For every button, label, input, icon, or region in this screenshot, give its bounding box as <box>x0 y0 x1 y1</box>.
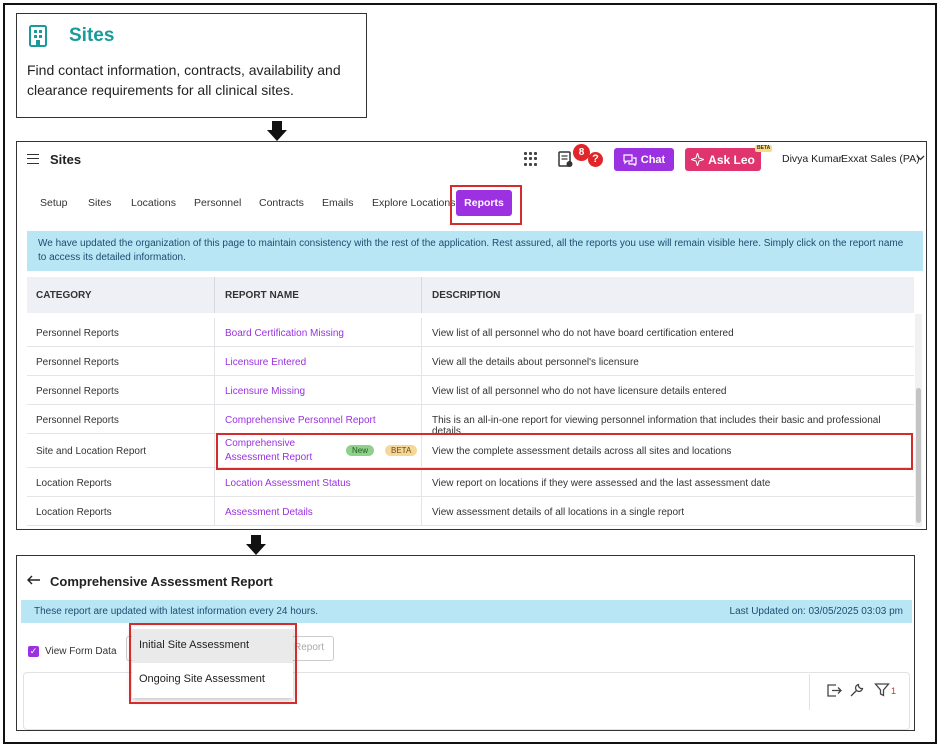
sites-screen <box>16 141 927 530</box>
building-icon <box>27 24 49 48</box>
chat-icon <box>623 154 637 166</box>
tab-locations[interactable]: Locations <box>131 197 176 209</box>
row-category: Location Reports <box>36 478 112 489</box>
row-category: Personnel Reports <box>36 415 119 426</box>
tab-explore-locations[interactable]: Explore Locations <box>372 197 456 209</box>
sites-callout <box>16 13 367 118</box>
chevron-down-icon[interactable] <box>916 153 925 162</box>
report-link-assessment-details[interactable]: Assessment Details <box>225 507 313 518</box>
report-link-board-certification-missing[interactable]: Board Certification Missing <box>225 328 344 339</box>
row-description: View report on locations if they were assessed and the last assessment date <box>432 478 771 489</box>
sparkle-icon <box>691 153 704 166</box>
task-document-icon[interactable] <box>558 151 573 168</box>
report-title: Comprehensive Assessment Report <box>50 574 273 589</box>
row-category: Site and Location Report <box>36 446 147 457</box>
option-initial-site-assessment[interactable]: Initial Site Assessment <box>132 629 293 663</box>
export-icon[interactable] <box>826 682 842 698</box>
tab-emails[interactable]: Emails <box>322 197 354 209</box>
arrow-down-icon <box>266 121 288 141</box>
chat-label: Chat <box>640 153 666 166</box>
ask-leo-label: Ask Leo <box>708 152 755 167</box>
chat-button[interactable] <box>614 148 674 171</box>
filter-count: 1 <box>891 686 897 696</box>
user-name[interactable]: Divya Kumar <box>782 153 843 165</box>
new-badge: New <box>346 445 374 456</box>
last-updated: Last Updated on: 03/05/2025 03:03 pm <box>729 606 903 617</box>
row-description: View list of all personnel who do not have board certification entered <box>432 328 734 339</box>
tab-sites[interactable]: Sites <box>88 197 112 209</box>
dropdown-highlight <box>129 623 297 704</box>
callout-description: Find contact information, contracts, availability and clearance requirements for all clinical sites. <box>27 62 341 98</box>
table-row <box>27 347 914 376</box>
header-description: DESCRIPTION <box>432 290 501 301</box>
row-description: View the complete assessment details across all sites and locations <box>432 446 732 457</box>
table-row <box>27 376 914 405</box>
beta-badge: BETA <box>385 445 417 456</box>
row-category: Personnel Reports <box>36 357 119 368</box>
table-row <box>27 405 914 437</box>
page-title: Sites <box>50 152 82 167</box>
update-banner <box>21 600 912 623</box>
top-bar <box>17 142 926 178</box>
table-row <box>27 468 914 497</box>
report-link-comprehensive-assessment-line1[interactable]: Comprehensive <box>225 438 296 449</box>
apps-grid-icon[interactable] <box>524 152 538 166</box>
tab-personnel[interactable]: Personnel <box>194 197 242 209</box>
report-link-licensure-entered[interactable]: Licensure Entered <box>225 357 307 368</box>
option-ongoing-site-assessment[interactable]: Ongoing Site Assessment <box>139 673 265 685</box>
help-icon[interactable]: ? <box>588 152 603 167</box>
row-description: This is an all-in-one report for viewing personnel information that includes their basic and professional details. <box>432 415 881 437</box>
filter-icon[interactable] <box>874 682 890 698</box>
assessment-row-highlight <box>216 433 913 470</box>
row-category: Personnel Reports <box>36 328 119 339</box>
hamburger-menu-icon[interactable] <box>27 154 39 164</box>
table-scrollbar-thumb[interactable] <box>916 388 921 523</box>
reports-tab-highlight <box>450 185 522 225</box>
beta-tag: BETA <box>757 145 771 151</box>
report-link-comprehensive-personnel-report[interactable]: Comprehensive Personnel Report <box>225 415 376 426</box>
row-category: Personnel Reports <box>36 386 119 397</box>
report-button[interactable]: Report <box>294 642 325 653</box>
header-category: CATEGORY <box>36 290 92 301</box>
header-report-name: REPORT NAME <box>225 290 299 301</box>
row-description: View assessment details of all locations in a single report <box>432 507 685 518</box>
row-description: View all the details about personnel's licensure <box>432 357 639 368</box>
report-link-location-assessment-status[interactable]: Location Assessment Status <box>225 478 351 489</box>
callout-title: Sites <box>69 25 115 46</box>
table-header <box>27 277 914 313</box>
tab-reports[interactable]: Reports <box>456 190 512 216</box>
back-arrow-icon[interactable] <box>27 575 41 585</box>
table-row <box>27 318 914 347</box>
view-form-data-label: View Form Data <box>45 646 117 657</box>
row-category: Location Reports <box>36 507 112 518</box>
update-notice: These report are updated with latest information every 24 hours. <box>34 606 319 617</box>
tab-contracts[interactable]: Contracts <box>259 197 304 209</box>
ask-leo-button[interactable] <box>685 148 761 171</box>
arrow-down-icon <box>245 535 267 555</box>
info-banner: We have updated the organization of this page to maintain consistency with the rest of the application. Rest assured, all the reports you use will remain visible here. Simply click on the report name to access its detailed information. <box>27 231 923 271</box>
report-screen <box>16 555 915 731</box>
tab-setup[interactable]: Setup <box>40 197 68 209</box>
report-link-comprehensive-assessment-line2[interactable]: Assessment Report <box>225 452 313 463</box>
row-description: View list of all personnel who do not have licensure details entered <box>432 386 727 397</box>
table-row <box>27 497 914 526</box>
view-form-data-checkbox[interactable]: ✓ <box>29 646 38 656</box>
report-link-licensure-missing[interactable]: Licensure Missing <box>225 386 306 397</box>
wrench-icon[interactable] <box>849 682 865 698</box>
notification-badge[interactable]: 8 <box>573 144 590 161</box>
user-organization[interactable]: Exxat Sales (PA) <box>841 153 920 165</box>
